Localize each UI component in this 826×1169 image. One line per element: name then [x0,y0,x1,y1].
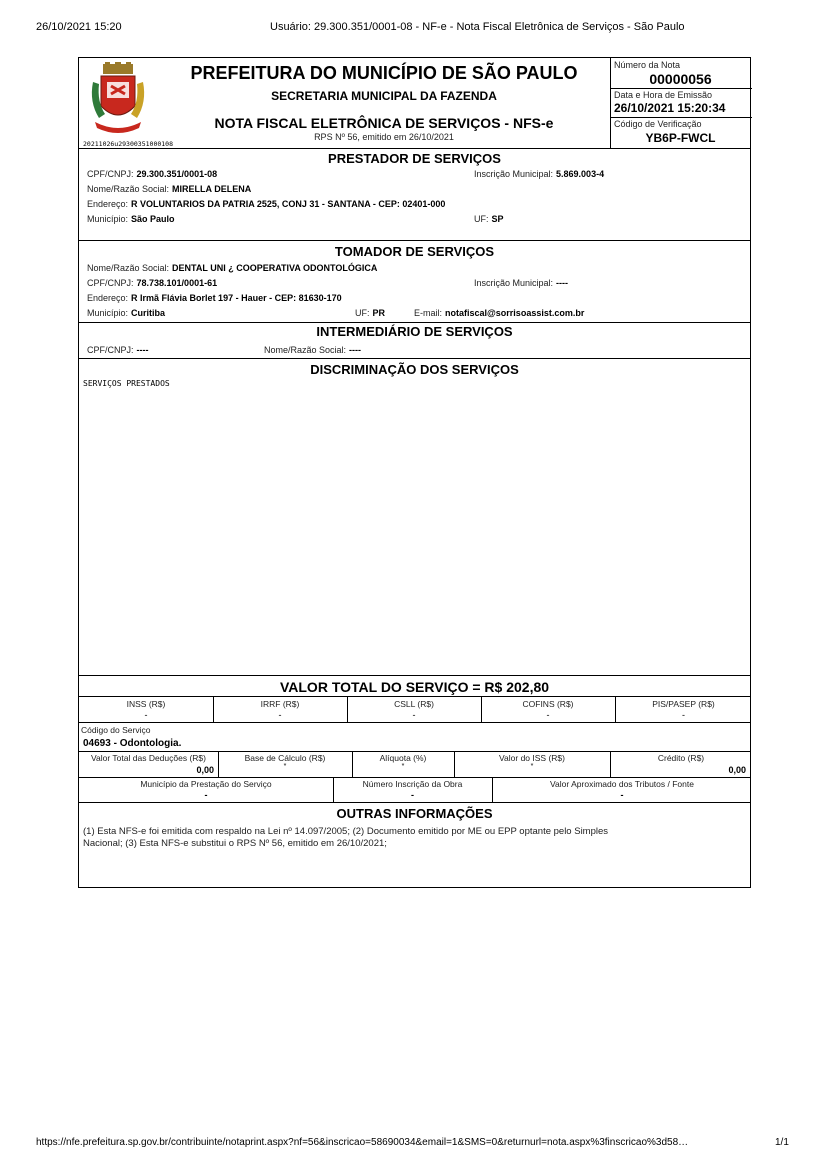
tomador-cpf: CPF/CNPJ: 78.738.101/0001-61 [87,278,218,288]
tomador-im: Inscrição Municipal: ---- [474,278,569,288]
csll-label: CSLL (R$) [394,699,434,709]
municipality-title: PREFEITURA DO MUNICÍPIO DE SÃO PAULO [190,63,578,83]
pis-value: - [682,710,685,720]
prestador-nome: Nome/Razão Social: MIRELLA DELENA [87,184,252,194]
pis-label: PIS/PASEP (R$) [652,699,715,709]
prestador-cpf: CPF/CNPJ: 29.300.351/0001-08 [87,169,218,179]
print-page-number: 1/1 [775,1137,789,1148]
inscricao-obra-value: - [411,790,414,800]
discriminacao-title: DISCRIMINAÇÃO DOS SERVIÇOS [310,362,519,377]
print-datetime: 26/10/2021 15:20 [36,21,122,33]
municipio-prestacao-value: - [204,790,208,800]
barcode-text: 20211026u29300351000108 [83,140,174,148]
outras-title: OUTRAS INFORMAÇÕES [336,806,493,821]
csll-value: - [412,710,416,720]
tomador-nome: Nome/Razão Social: DENTAL UNI ¿ COOPERATIVA ODONTOLÓGICA [87,263,378,273]
codigo-verificacao: YB6P-FWCL [645,131,716,145]
outras-line-2: Nacional; (3) Esta NFS-e substitui o RPS Nº 56, emitido em 26/10/2021; [83,838,387,849]
cofins-label: COFINS (R$) [522,699,574,709]
sao-paulo-crest-icon [89,62,147,136]
numero-nota: 00000056 [649,71,712,87]
tomador-endereco: Endereço: R Irmã Flávia Borlet 197 - Hauer - CEP: 81630-170 [87,293,342,303]
tributos-aprox-label: Valor Aproximado dos Tributos / Fonte [550,779,694,789]
inscricao-obra-label: Número Inscrição da Obra [362,779,463,789]
irrf-value: - [278,710,282,720]
credito-label: Crédito (R$) [657,753,705,763]
valor-total: VALOR TOTAL DO SERVIÇO = R$ 202,80 [279,679,550,695]
prestador-municipio: Município: São Paulo [87,214,175,224]
rps-info: RPS Nº 56, emitido em 26/10/2021 [314,132,454,142]
tomador-municipio: Município: Curitiba [87,308,166,318]
valor-iss-value: * [530,763,534,770]
codigo-servico-value: 04693 - Odontologia. [83,738,182,749]
numero-label: Número da Nota [614,60,681,70]
deducoes-label: Valor Total das Deduções (R$) [91,753,206,763]
aliquota-value: * [401,763,405,770]
document-title: NOTA FISCAL ELETRÔNICA DE SERVIÇOS - NFS-e [214,115,554,131]
nfse-document [78,57,751,888]
codigo-servico-label: Código do Serviço [81,725,151,735]
prestador-title: PRESTADOR DE SERVIÇOS [328,151,501,166]
intermediario-cpf: CPF/CNPJ: ---- [87,345,149,355]
aliquota-label: Alíquota (%) [379,753,427,763]
discriminacao-text: SERVIÇOS PRESTADOS [83,379,170,388]
base-calculo-label: Base de Cálculo (R$) [244,753,326,763]
secretariat-subtitle: SECRETARIA MUNICIPAL DA FAZENDA [271,89,497,103]
prestador-endereco: Endereço: R VOLUNTARIOS DA PATRIA 2525, CONJ 31 - SANTANA - CEP: 02401-000 [87,199,446,209]
valor-iss-label: Valor do ISS (R$) [499,753,565,763]
print-url: https://nfe.prefeitura.sp.gov.br/contribuinte/notaprint.aspx?nf=56&inscricao=58690034&email=1&SMS=0&returnurl=nota.aspx%3finscricao%3d58… [36,1137,689,1148]
prestador-im: Inscrição Municipal: 5.869.003-4 [474,169,605,179]
emissao-label: Data e Hora de Emissão [614,90,713,100]
credito-value: 0,00 [728,765,746,775]
irrf-label: IRRF (R$) [260,699,300,709]
intermediario-title: INTERMEDIÁRIO DE SERVIÇOS [316,324,513,339]
intermediario-nome: Nome/Razão Social: ---- [264,345,362,355]
prestador-uf: UF: SP [474,214,504,224]
print-title: Usuário: 29.300.351/0001-08 - NF-e - Nota Fiscal Eletrônica de Serviços - São Paulo [270,21,685,33]
verificacao-label: Código de Verificação [614,119,702,129]
municipio-prestacao-label: Município da Prestação do Serviço [140,779,272,789]
tomador-email: E-mail: notafiscal@sorrisoassist.com.br [414,308,585,318]
cofins-value: - [546,710,550,720]
tomador-title: TOMADOR DE SERVIÇOS [334,244,495,259]
inss-value: - [144,710,148,720]
deducoes-value: 0,00 [196,765,214,775]
tomador-uf: UF: PR [355,308,386,318]
tributos-aprox-value: - [620,790,624,800]
inss-label: INSS (R$) [126,699,166,709]
outras-line-1: (1) Esta NFS-e foi emitida com respaldo na Lei nº 14.097/2005; (2) Documento emitido por ME ou EPP optante pelo Simples [83,826,609,837]
data-emissao: 26/10/2021 15:20:34 [614,101,726,115]
base-calculo-value: * [283,763,287,770]
